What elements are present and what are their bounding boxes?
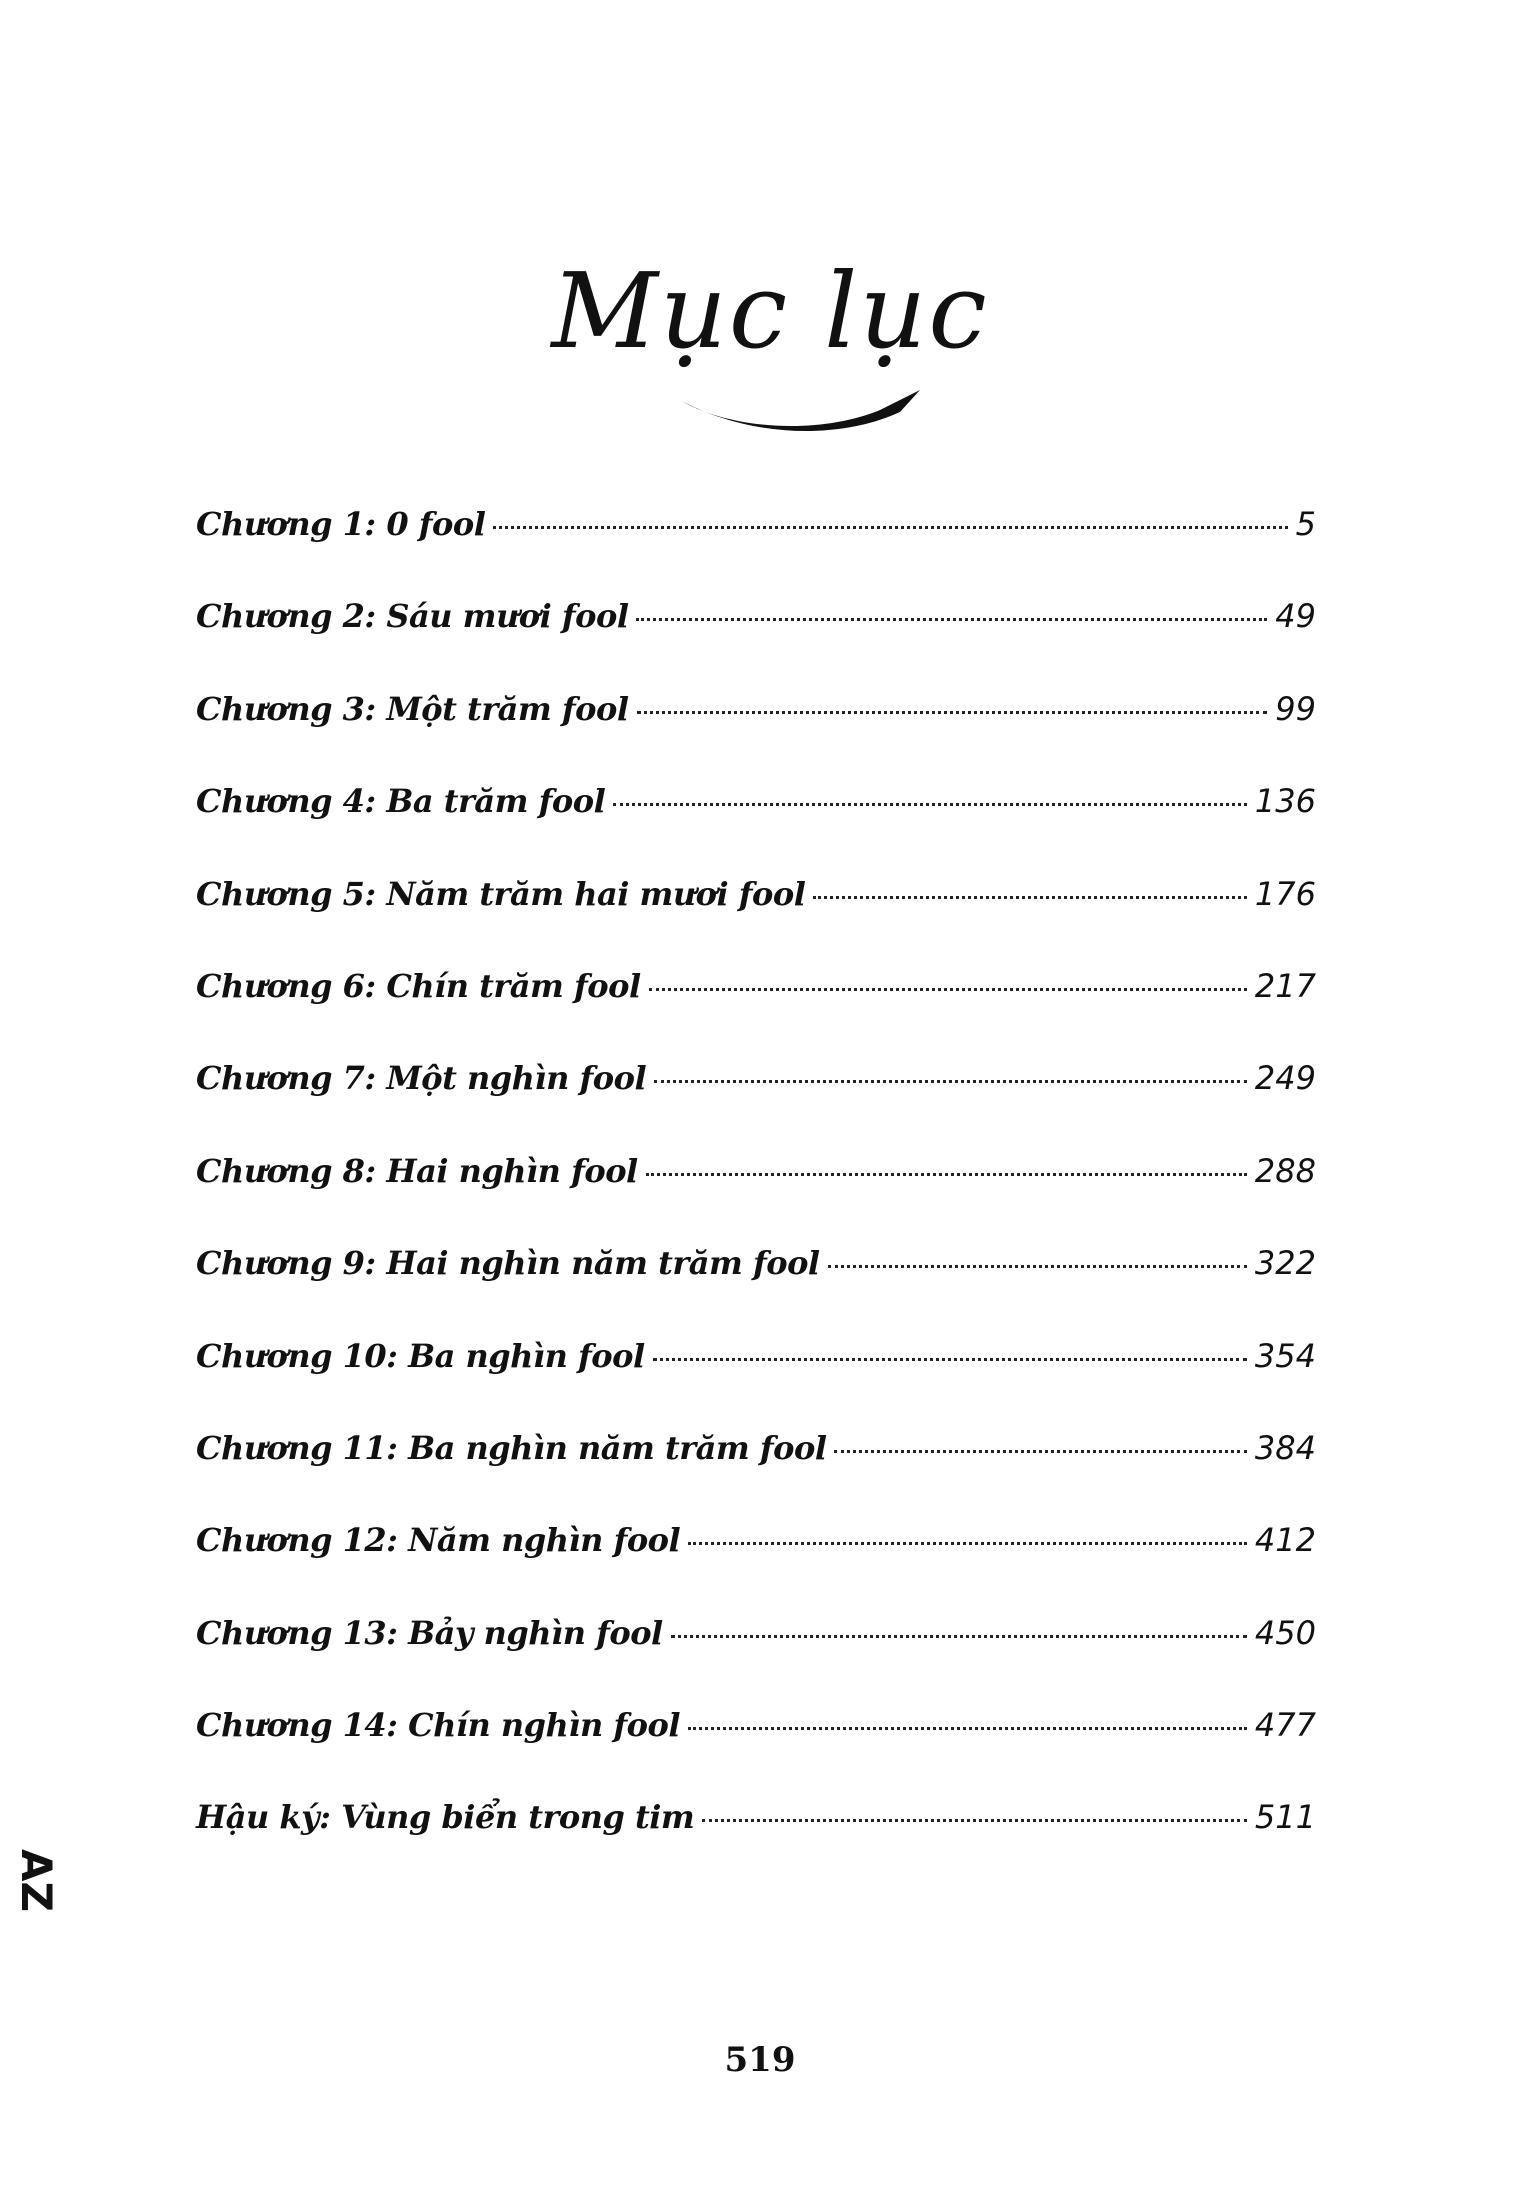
toc-label: Chương 13: Bảy nghìn fool	[196, 1613, 663, 1652]
toc-row[interactable]	[196, 875, 1316, 967]
toc-row[interactable]	[196, 1059, 1316, 1151]
toc-label: Chương 6: Chín trăm fool	[196, 966, 641, 1005]
toc-label: Chương 7: Một nghìn fool	[196, 1059, 647, 1098]
toc-label: Hậu ký: Vùng biển trong tim	[196, 1798, 695, 1837]
toc-page: 450	[1254, 1613, 1316, 1652]
page-title: Mục lục	[551, 250, 989, 372]
toc-row[interactable]	[196, 1152, 1316, 1244]
title-block	[540, 250, 1000, 440]
toc-label: Chương 4: Ba trăm fool	[196, 782, 606, 821]
toc-leader-dots	[654, 1080, 1247, 1083]
publisher-logo	[6, 1815, 66, 1945]
toc-row[interactable]	[196, 1521, 1316, 1613]
table-of-contents	[196, 505, 1316, 1891]
toc-row[interactable]	[196, 1244, 1316, 1336]
toc-page: 511	[1254, 1798, 1316, 1837]
toc-row[interactable]	[196, 1798, 1316, 1890]
toc-leader-dots	[702, 1819, 1247, 1822]
toc-page: 99	[1275, 689, 1316, 728]
toc-page: 136	[1254, 782, 1316, 821]
toc-page: 5	[1295, 505, 1316, 543]
toc-label: Chương 10: Ba nghìn fool	[196, 1336, 645, 1375]
toc-page: 412	[1254, 1521, 1316, 1560]
toc-leader-dots	[834, 1450, 1246, 1453]
toc-leader-dots	[646, 1173, 1247, 1176]
toc-row[interactable]	[196, 1337, 1316, 1429]
toc-label: Chương 9: Hai nghìn năm trăm fool	[196, 1244, 820, 1283]
toc-page: 176	[1254, 874, 1316, 913]
toc-page: 288	[1254, 1151, 1316, 1190]
toc-leader-dots	[688, 1542, 1247, 1545]
toc-page: 477	[1254, 1706, 1316, 1745]
toc-leader-dots	[637, 711, 1268, 714]
toc-label: Chương 1: 0 fool	[196, 505, 486, 543]
toc-page: 249	[1254, 1059, 1316, 1098]
toc-page: 322	[1254, 1244, 1316, 1283]
title-swash-ornament	[670, 360, 930, 440]
toc-label: Chương 14: Chín nghìn fool	[196, 1706, 680, 1745]
toc-leader-dots	[813, 896, 1247, 899]
publisher-logo-text: AZ	[11, 1848, 61, 1912]
toc-page: 354	[1254, 1336, 1316, 1375]
toc-row[interactable]	[196, 1614, 1316, 1706]
toc-label: Chương 11: Ba nghìn năm trăm fool	[196, 1428, 827, 1467]
toc-row[interactable]	[196, 1429, 1316, 1521]
toc-leader-dots	[613, 803, 1247, 806]
toc-label: Chương 8: Hai nghìn fool	[196, 1151, 638, 1190]
toc-row[interactable]	[196, 505, 1316, 597]
toc-label: Chương 12: Năm nghìn fool	[196, 1521, 681, 1560]
toc-leader-dots	[828, 1265, 1247, 1268]
toc-leader-dots	[636, 618, 1267, 621]
toc-row[interactable]	[196, 597, 1316, 689]
toc-label: Chương 2: Sáu mươi fool	[196, 597, 629, 636]
toc-page: 49	[1275, 597, 1316, 636]
toc-row[interactable]	[196, 690, 1316, 782]
toc-label: Chương 3: Một trăm fool	[196, 689, 629, 728]
toc-page: 217	[1254, 966, 1316, 1005]
toc-page: 384	[1254, 1428, 1316, 1467]
toc-row[interactable]	[196, 782, 1316, 874]
page-number: 519	[724, 2040, 796, 2080]
toc-label: Chương 5: Năm trăm hai mươi fool	[196, 874, 806, 913]
toc-leader-dots	[493, 526, 1287, 529]
toc-leader-dots	[688, 1727, 1247, 1730]
toc-leader-dots	[649, 988, 1247, 991]
toc-row[interactable]	[196, 1706, 1316, 1798]
toc-leader-dots	[671, 1635, 1247, 1638]
toc-row[interactable]	[196, 967, 1316, 1059]
toc-leader-dots	[653, 1358, 1247, 1361]
